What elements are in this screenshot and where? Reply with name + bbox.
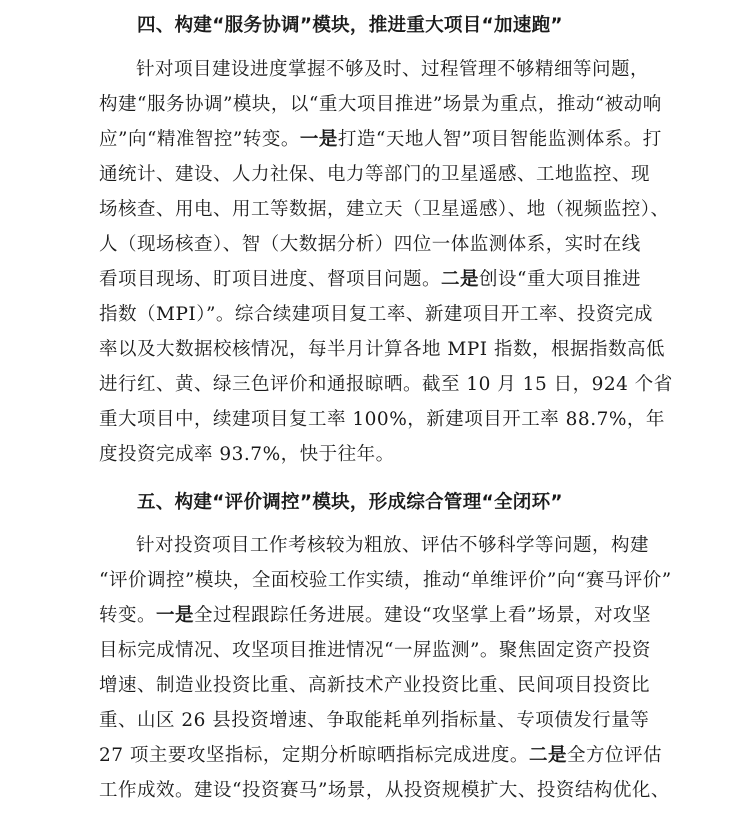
section-4-heading: 四、构建“服务协调”模块，推进重大项目“加速跑” [137, 15, 563, 36]
paragraph-line: 目标完成情况、攻坚项目推进情况“一屏监测”。聚焦固定资产投资 [99, 640, 651, 661]
paragraph-line: 看项目现场、盯项目进度、督项目问题。二是创设“重大项目推进 [99, 269, 641, 290]
paragraph-line: 针对项目建设进度掌握不够及时、过程管理不够精细等问题， [136, 59, 650, 80]
paragraph-line: 场核查、用电、用工等数据，建立天（卫星遥感）、地（视频监控）、 [99, 199, 670, 220]
paragraph-line: 人（现场核查）、智（大数据分析）四位一体监测体系，实时在线 [99, 234, 641, 255]
paragraph-line: 27 项主要攻坚指标，定期分析晾晒指标完成进度。二是全方位评估 [99, 745, 662, 766]
paragraph-line: 率以及大数据校核情况，每半月计算各地 MPI 指数，根据指数高低 [99, 339, 665, 360]
paragraph-line: 工作成效。建设“投资赛马”场景，从投资规模扩大、投资结构优化、 [99, 780, 670, 801]
paragraph-line: 转变。一是全过程跟踪任务进展。建设“攻坚掌上看”场景，对攻坚 [99, 605, 651, 626]
paragraph-line: 重、山区 26 县投资增速、争取能耗单列指标量、专项债发行量等 [99, 710, 650, 731]
paragraph-line: 针对投资项目工作考核较为粗放、评估不够科学等问题，构建 [136, 535, 650, 556]
paragraph-line: 度投资完成率 93.7%，快于往年。 [99, 444, 395, 465]
paragraph-line: 指数（MPI）”。综合续建项目复工率、新建项目开工率、投资完成 [99, 304, 653, 325]
paragraph-line: “评价调控”模块，全面校验工作实绩，推动“单维评价”向“赛马评价” [99, 570, 672, 591]
paragraph-line: 通统计、建设、人力社保、电力等部门的卫星遥感、工地监控、现 [99, 164, 651, 185]
section-5-heading: 五、构建“评价调控”模块，形成综合管理“全闭环” [137, 492, 563, 513]
paragraph-line: 增速、制造业投资比重、高新技术产业投资比重、民间项目投资比 [99, 675, 651, 696]
paragraph-line: 构建“服务协调”模块，以“重大项目推进”场景为重点，推动“被动响 [99, 94, 662, 115]
paragraph-line: 应”向“精准智控”转变。一是打造“天地人智”项目智能监测体系。打 [99, 129, 662, 150]
paragraph-line: 重大项目中，续建项目复工率 100%，新建项目开工率 88.7%，年 [99, 409, 665, 430]
paragraph-line: 进行红、黄、绿三色评价和通报晾晒。截至 10 月 15 日，924 个省 [99, 374, 673, 395]
